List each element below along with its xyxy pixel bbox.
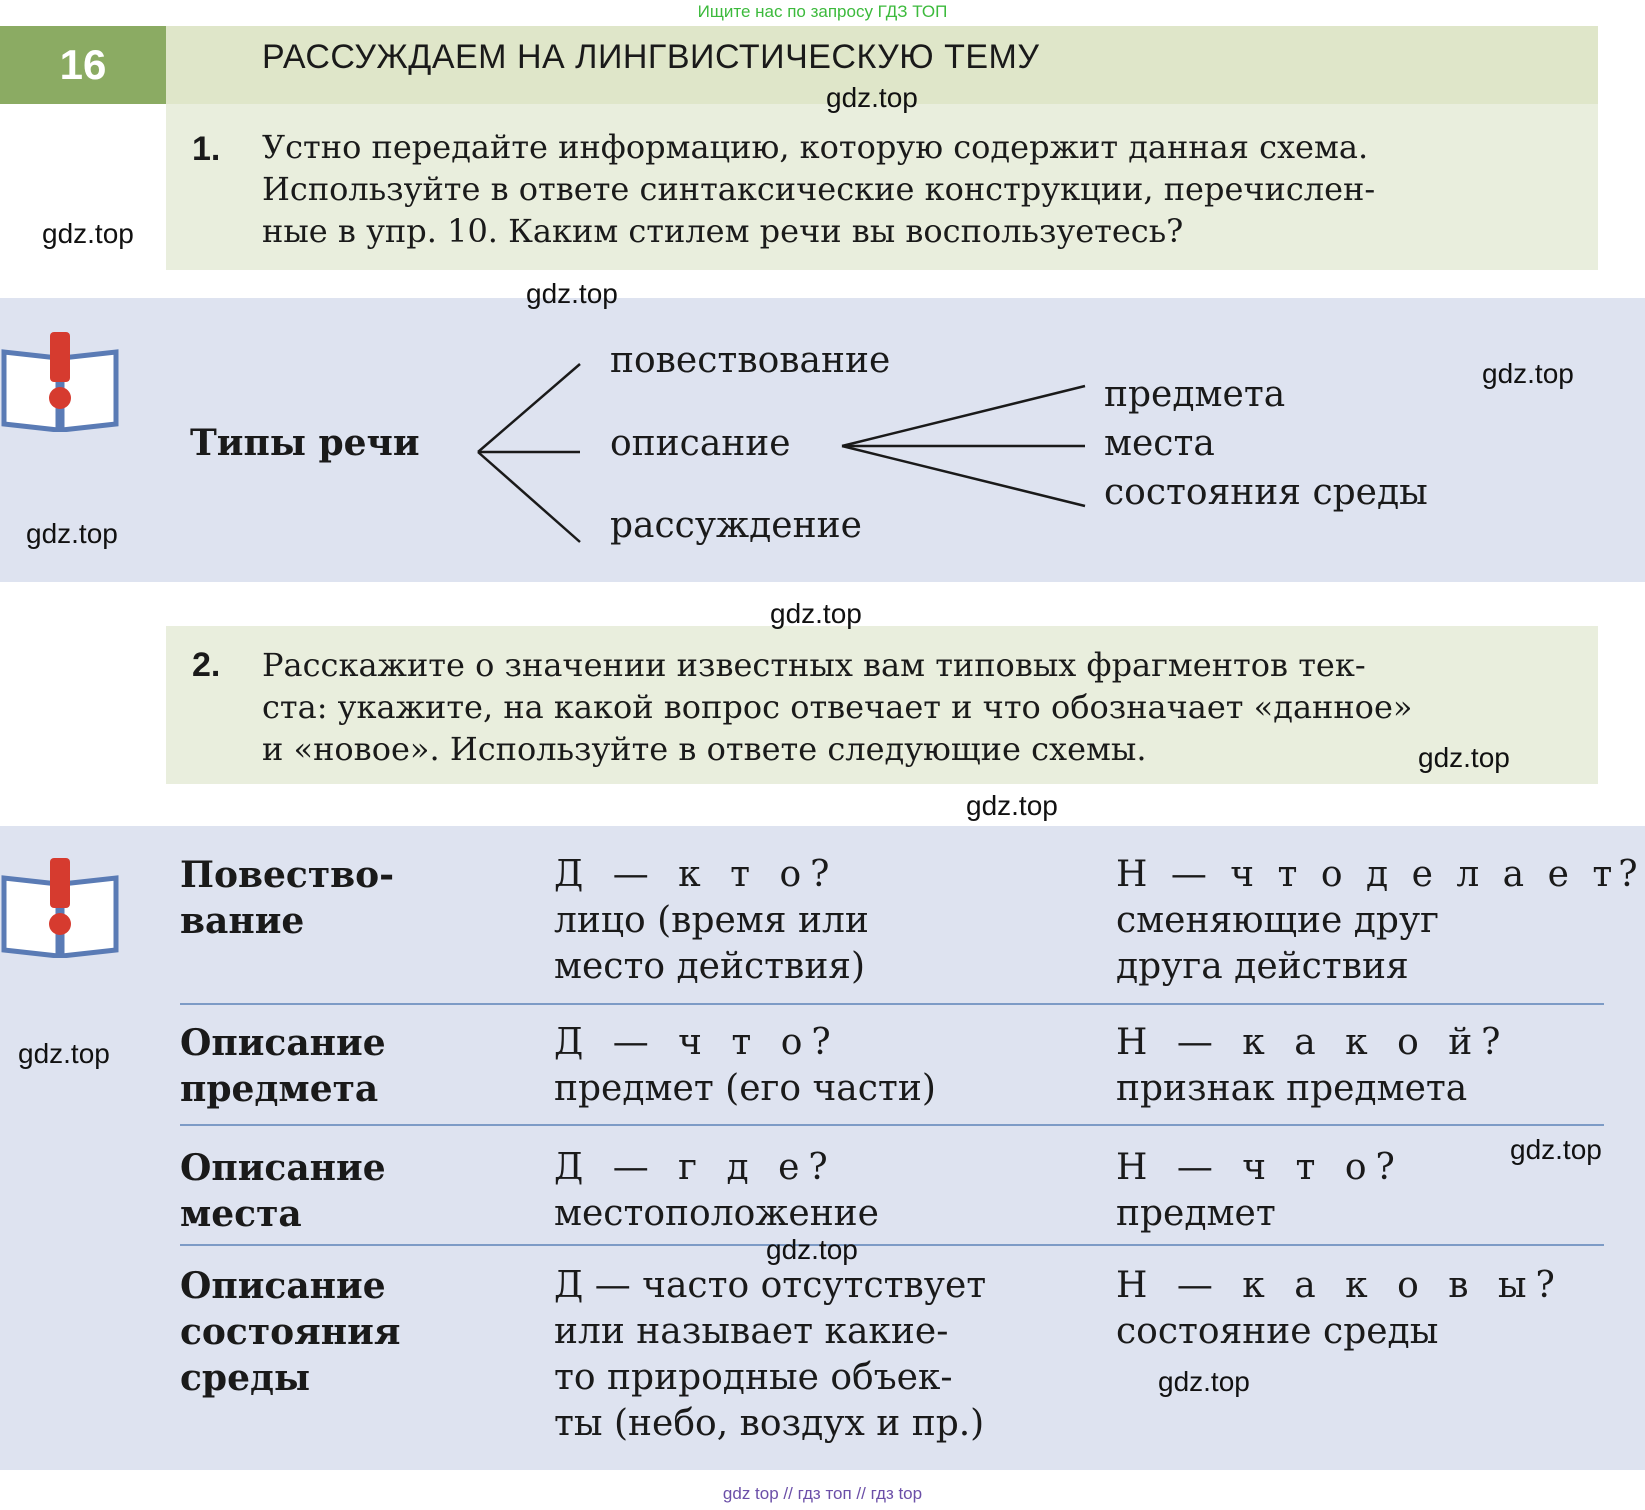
new-line: признак предмета — [1116, 1068, 1468, 1109]
row-divider — [180, 1003, 1604, 1005]
type-line: Описание — [180, 1147, 386, 1189]
watermark: gdz.top — [26, 518, 118, 549]
bottom-banner: gdz top // гдз топ // гдз top — [722, 1484, 923, 1503]
watermark: gdz.top — [42, 218, 134, 249]
watermark: gdz.top — [826, 82, 918, 113]
watermark: gdz.top — [526, 278, 618, 309]
exclamation-book-icon — [0, 858, 122, 958]
diagram-branch: рассуждение — [610, 505, 862, 546]
table-row-new — [1116, 1020, 1510, 1112]
section-title: РАССУЖДАЕМ НА ЛИНГВИСТИЧЕСКУЮ ТЕМУ — [262, 38, 1040, 76]
given-question: Д — ч т о? — [554, 1022, 840, 1063]
diagram-root: Типы речи — [190, 422, 420, 464]
new-question: Н — к а к о в ы? — [1116, 1265, 1564, 1306]
task1-line: Устно передайте информацию, которую содержит данная схема. — [262, 128, 1369, 166]
top-banner: Ищите нас по запросу ГДЗ ТОП — [697, 2, 948, 21]
watermark: gdz.top — [1510, 1134, 1602, 1165]
new-question: Н — ч т о д е л а е т? — [1116, 854, 1644, 895]
given-line: место действия) — [554, 946, 866, 987]
table-row-new — [1116, 852, 1644, 990]
watermark: gdz.top — [766, 1234, 858, 1265]
given-question: Д — к т о? — [554, 854, 839, 895]
watermark: gdz.top — [1418, 742, 1510, 773]
given-line: ты (небо, воздух и пр.) — [554, 1403, 985, 1444]
task2-number: 2. — [192, 646, 221, 684]
task1-line: ные в упр. 10. Каким стилем речи вы воспользуетесь? — [262, 212, 1184, 250]
new-question: Н — ч т о? — [1116, 1147, 1404, 1188]
table-row-new — [1116, 1263, 1564, 1355]
diagram-subtype: места — [1104, 423, 1215, 464]
type-line: предмета — [180, 1068, 379, 1110]
task1-text — [262, 126, 1580, 252]
type-line: вание — [180, 900, 305, 942]
new-line: сменяющие друг — [1116, 900, 1439, 941]
table-row-given — [554, 1145, 879, 1237]
watermark: gdz.top — [1158, 1366, 1250, 1397]
type-line: среды — [180, 1357, 311, 1399]
given-line: предмет (его части) — [554, 1068, 936, 1109]
table-row-given — [554, 1020, 936, 1112]
new-line: предмет — [1116, 1193, 1276, 1234]
task2-line: Расскажите о значении известных вам типовых фрагментов тек- — [262, 646, 1366, 684]
table-row-type — [180, 1020, 386, 1112]
task2-line: и «новое». Используйте в ответе следующие схемы. — [262, 730, 1147, 768]
table-row-given — [554, 852, 869, 990]
row-divider — [180, 1244, 1604, 1246]
watermark: gdz.top — [1482, 358, 1574, 389]
new-question: Н — к а к о й? — [1116, 1022, 1510, 1063]
given-line: то природные объек- — [554, 1357, 953, 1398]
type-line: Описание — [180, 1022, 386, 1064]
task2-text — [262, 644, 1580, 770]
given-question: Д — г д е? — [554, 1147, 837, 1188]
type-line: Повество- — [180, 854, 395, 896]
given-question: Д — часто отсутствует — [554, 1265, 987, 1306]
diagram-subtype: предмета — [1104, 374, 1286, 415]
watermark: gdz.top — [18, 1038, 110, 1069]
table-row-type — [180, 1145, 386, 1237]
table-row-type — [180, 852, 394, 944]
diagram-branch: повествование — [610, 340, 891, 381]
diagram-subtype: состояния среды — [1104, 472, 1428, 513]
type-line: Описание — [180, 1265, 386, 1307]
table-row-new — [1116, 1145, 1404, 1237]
watermark: gdz.top — [770, 598, 862, 629]
new-line: состояние среды — [1116, 1311, 1439, 1352]
task1-number: 1. — [192, 130, 221, 168]
type-line: места — [180, 1193, 302, 1235]
given-line: местоположение — [554, 1193, 879, 1234]
diagram-branch: описание — [610, 423, 791, 464]
table-row-given — [554, 1263, 986, 1447]
given-line: лицо (время или — [554, 900, 869, 941]
page-number: 16 — [0, 26, 166, 104]
task2-line: ста: укажите, на какой вопрос отвечает и что обозначает «данное» — [262, 688, 1413, 726]
given-line: или называет какие- — [554, 1311, 949, 1352]
new-line: друга действия — [1116, 946, 1409, 987]
watermark: gdz.top — [966, 790, 1058, 821]
task1-line: Используйте в ответе синтаксические конструкции, перечислен- — [262, 170, 1376, 208]
row-divider — [180, 1124, 1604, 1126]
type-line: состояния — [180, 1311, 401, 1353]
table-row-type — [180, 1263, 400, 1401]
